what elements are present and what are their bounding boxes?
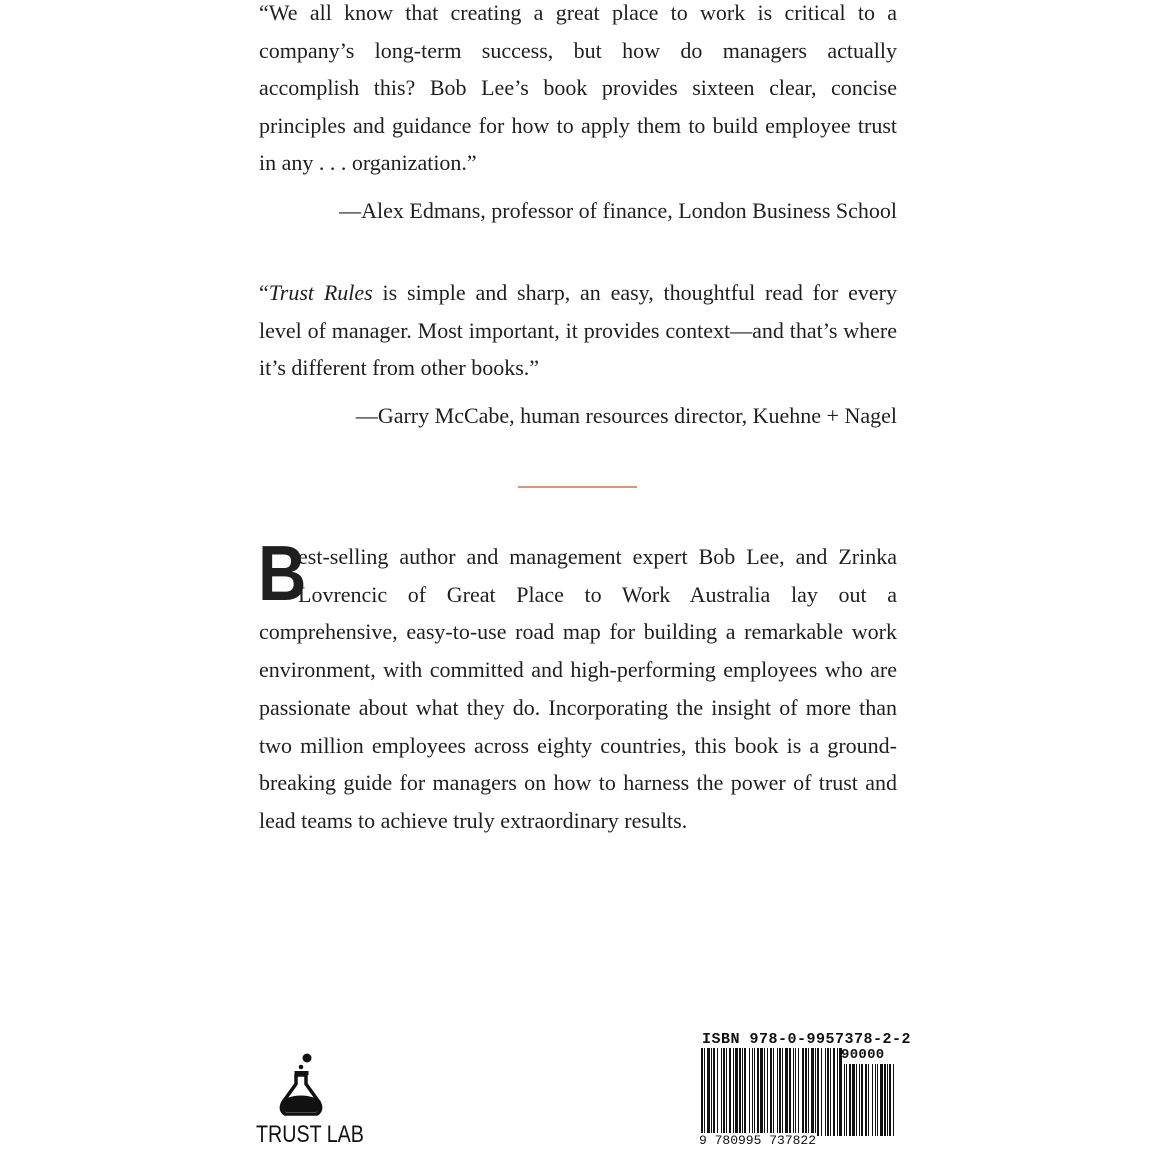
barcode-bar: [742, 1048, 743, 1136]
barcode-bar: [707, 1048, 710, 1136]
addon-bar: [875, 1064, 876, 1136]
barcode-bar: [805, 1048, 807, 1136]
book-title: Trust Rules: [268, 280, 373, 305]
addon-bar: [846, 1064, 847, 1136]
addon-bar: [872, 1064, 873, 1136]
barcode-bar: [802, 1048, 804, 1136]
publisher-logo: [256, 1050, 364, 1153]
isbn-barcode: [698, 1031, 912, 1153]
flask-icon: [277, 1050, 329, 1122]
addon-bar: [856, 1064, 857, 1136]
price-code: 90000: [841, 1047, 885, 1063]
barcode-bar: [789, 1048, 791, 1136]
barcode-bar: [808, 1048, 809, 1136]
barcode-bar: [735, 1048, 738, 1136]
barcode-bar: [752, 1048, 753, 1136]
publisher-name: TRUST LAB: [256, 1121, 364, 1148]
barcode-bar: [782, 1048, 783, 1136]
barcode-bar: [721, 1048, 722, 1136]
section-divider: [518, 486, 637, 488]
barcode-bar: [726, 1048, 727, 1136]
ean-digits: 9 780995 737822: [699, 1133, 817, 1148]
addon-bar: [877, 1064, 878, 1136]
barcode-bar: [757, 1048, 759, 1136]
barcode-bar: [717, 1048, 718, 1136]
quote-open-mark: “: [259, 280, 269, 305]
barcode-bar: [830, 1048, 831, 1136]
barcode-bar: [754, 1048, 755, 1136]
barcode-bar: [723, 1048, 725, 1136]
barcode-bar: [744, 1048, 746, 1136]
addon-bar: [865, 1064, 867, 1136]
barcode-bar: [833, 1048, 835, 1136]
addon-bar: [852, 1064, 855, 1136]
barcode-bar: [733, 1048, 734, 1136]
quote-text: is simple and sharp, an easy, thoughtful read for every level of manager. Most important, it provides context—and that’s where it’s different from other books.”: [259, 280, 897, 380]
addon-bar: [859, 1064, 860, 1136]
barcode-bar: [815, 1048, 816, 1136]
addon-bar: [868, 1064, 869, 1136]
drop-cap: B: [258, 529, 307, 617]
barcode-bar: [713, 1048, 715, 1136]
barcode-bar: [821, 1048, 822, 1136]
testimonial-attribution-2: —Garry McCabe, human resources director, Kuehne + Nagel: [355, 403, 897, 428]
addon-bar: [893, 1064, 894, 1136]
addon-bar: [887, 1064, 888, 1136]
addon-bar: [880, 1064, 883, 1136]
addon-bar: [844, 1064, 845, 1136]
barcode-bar: [770, 1048, 772, 1136]
barcode-bar: [779, 1048, 781, 1136]
barcode-bar: [777, 1048, 778, 1136]
addon-bar: [849, 1064, 851, 1136]
testimonial-quote-2: [259, 274, 897, 387]
barcode-bar: [785, 1048, 788, 1136]
testimonial-quote-1: “We all know that creating a great place to work is critical to a company’s long-term success, but how do managers actually accomplish this? Bob Lee’s book provides sixteen clear, concise principles and guidance for how to apply them to build employee trust in any . . . organization.”: [259, 0, 897, 175]
barcode-bar: [793, 1048, 794, 1136]
barcode-bar: [767, 1048, 768, 1136]
addon-bar: [889, 1064, 891, 1136]
barcode-bar: [825, 1048, 826, 1136]
book-description: [258, 529, 897, 840]
barcode-bar: [773, 1048, 774, 1136]
barcode-bar: [739, 1048, 741, 1136]
description-text: est-selling author and management expert Bob Lee, and Zrinka Lovrencic of Great Place to Work Australia lay out a comprehensive, easy-to-use road map for building a remarkable work environment, with committed and high-performing employees who are passionate about what they do. Incorporating the insight of more than two million employees across eighty countries, this book is a ground-breaking guide for managers on how to harness the power of trust and lead teams to achieve truly extraordinary results.: [259, 544, 897, 833]
barcode-bar: [817, 1048, 819, 1136]
isbn-label: ISBN 978-0-9957378-2-2: [702, 1031, 912, 1048]
testimonial-attribution-1: —Alex Edmans, professor of finance, London Business School: [339, 198, 897, 223]
barcode-bar: [729, 1048, 731, 1136]
barcode-bar: [760, 1048, 763, 1136]
barcode-bar: [811, 1048, 814, 1136]
barcode-bar: [749, 1048, 750, 1136]
barcode-bar: [711, 1048, 712, 1136]
addon-bar: [861, 1064, 863, 1136]
barcode-bar: [701, 1048, 703, 1136]
addon-bar: [884, 1064, 886, 1136]
barcode-bar: [795, 1048, 796, 1136]
barcode-bar: [827, 1048, 829, 1136]
barcode-bar: [798, 1048, 799, 1136]
barcode-bar: [837, 1048, 838, 1136]
barcode-bar: [704, 1048, 705, 1136]
barcode-bar: [764, 1048, 765, 1136]
